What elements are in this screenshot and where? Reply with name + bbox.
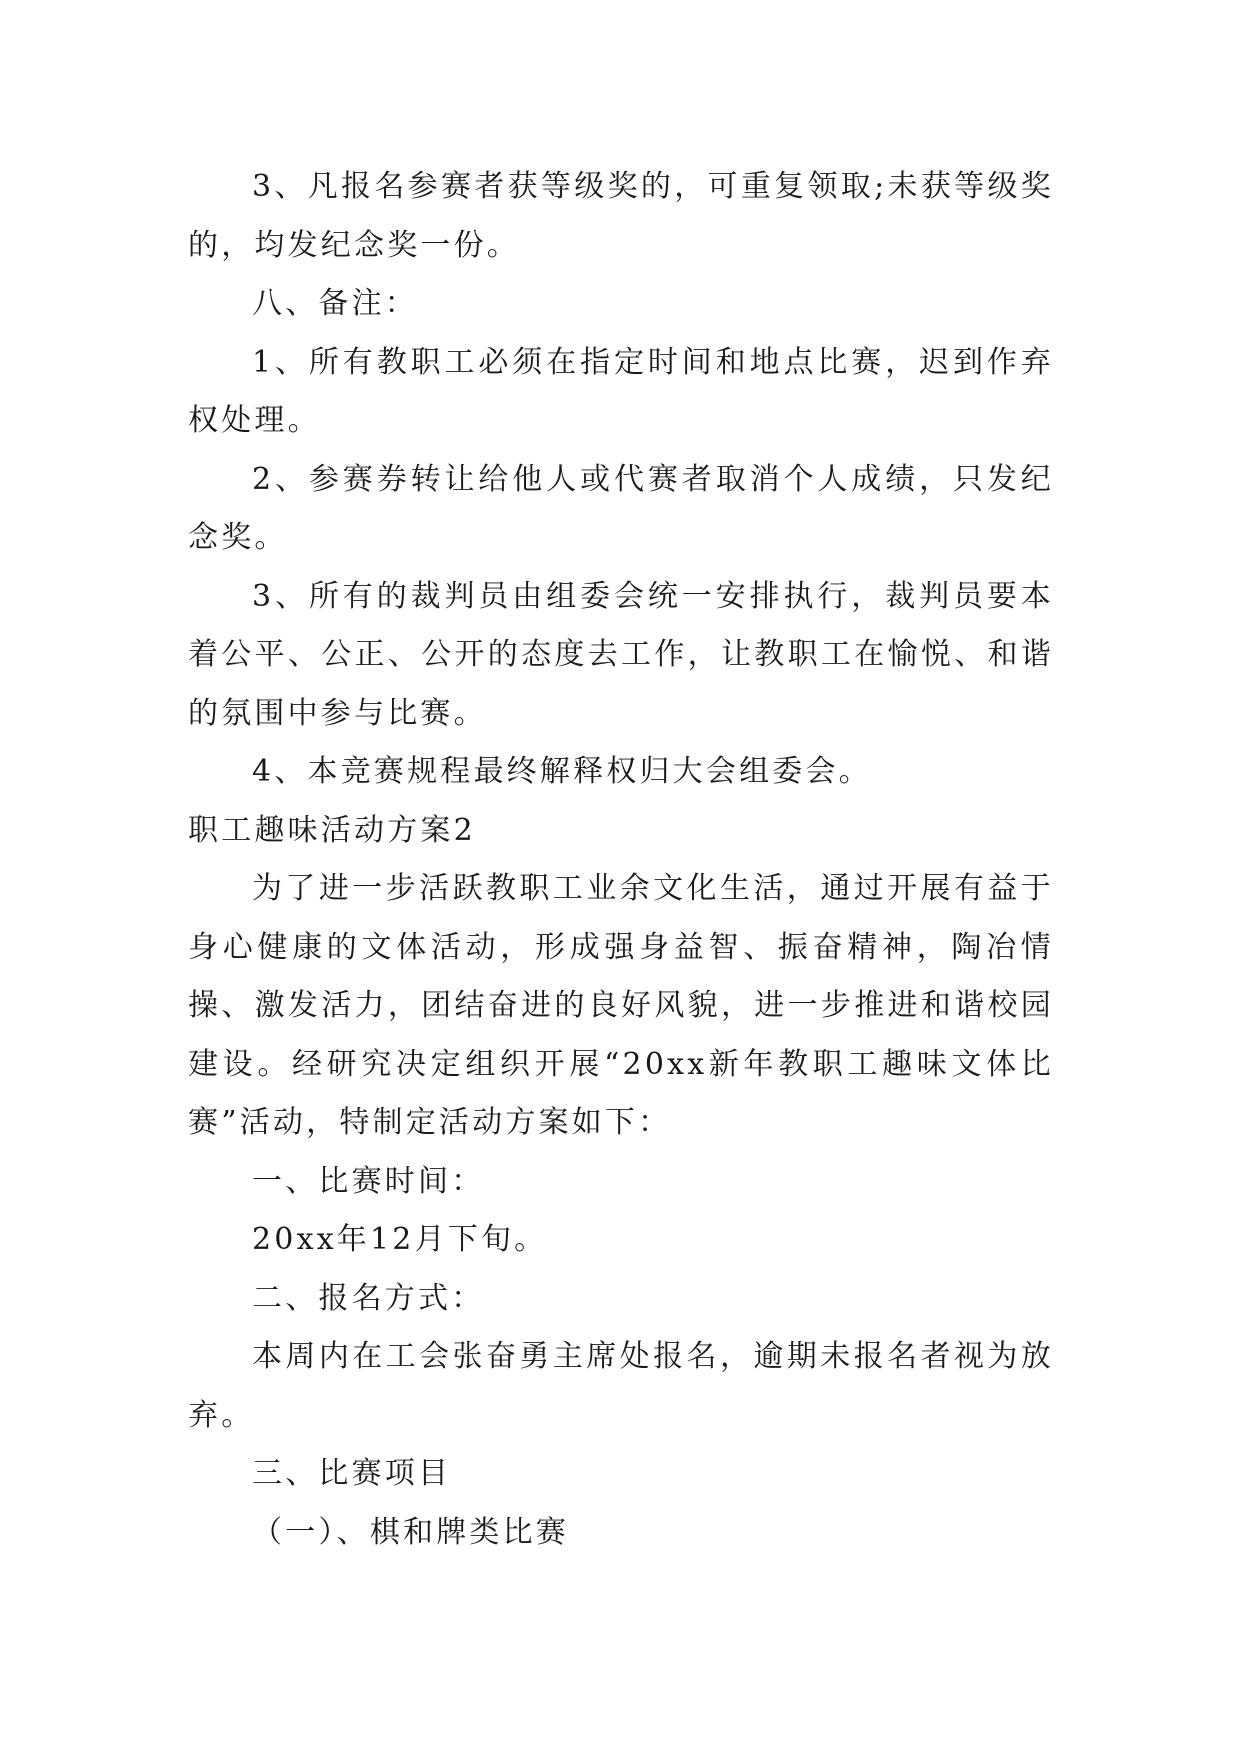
paragraph-registration: 本周内在工会张奋勇主席处报名，逾期未报名者视为放弃。 <box>188 1339 1054 1433</box>
section-heading-events: 三、比赛项目 <box>252 1456 452 1491</box>
document-section-title: 职工趣味活动方案2 <box>188 812 476 848</box>
paragraph-remark-1: 1、所有教职工必须在指定时间和地点比赛，迟到作弃权处理。 <box>188 344 1054 438</box>
paragraph-remark-3: 3、所有的裁判员由组委会统一安排执行，裁判员要本着公平、公正、公开的态度去工作，让教职工在愉悦、和谐的氛围中参与比赛。 <box>188 578 1054 731</box>
paragraph-introduction: 为了进一步活跃教职工业余文化生活，通过开展有益于身心健康的文体活动，形成强身益智、振奋精神，陶冶情操、激发活力，团结奋进的良好风貌，进一步推进和谐校园建设。经研究决定组织开展“20xx新年教职工趣味文体比赛”活动，特制定活动方案如下： <box>188 871 1054 1140</box>
section-heading-registration: 二、报名方式： <box>252 1280 485 1316</box>
document-page <box>188 158 1054 1562</box>
paragraph-award-rule-3: 3、凡报名参赛者获等级奖的，可重复领取;未获等级奖的，均发纪念奖一份。 <box>188 169 1054 263</box>
section-heading-remarks: 八、备注： <box>252 286 418 321</box>
paragraph-remark-4: 4、本竞赛规程最终解释权归大会组委会。 <box>252 754 872 789</box>
paragraph-remark-2: 2、参赛券转让给他人或代赛者取消个人成绩，只发纪念奖。 <box>188 461 1054 555</box>
subsection-heading-chess-cards: （一）、棋和牌类比赛 <box>252 1514 569 1550</box>
section-heading-match-time: 一、比赛时间： <box>252 1163 485 1199</box>
paragraph-match-time: 20xx年12月下旬。 <box>252 1222 548 1257</box>
